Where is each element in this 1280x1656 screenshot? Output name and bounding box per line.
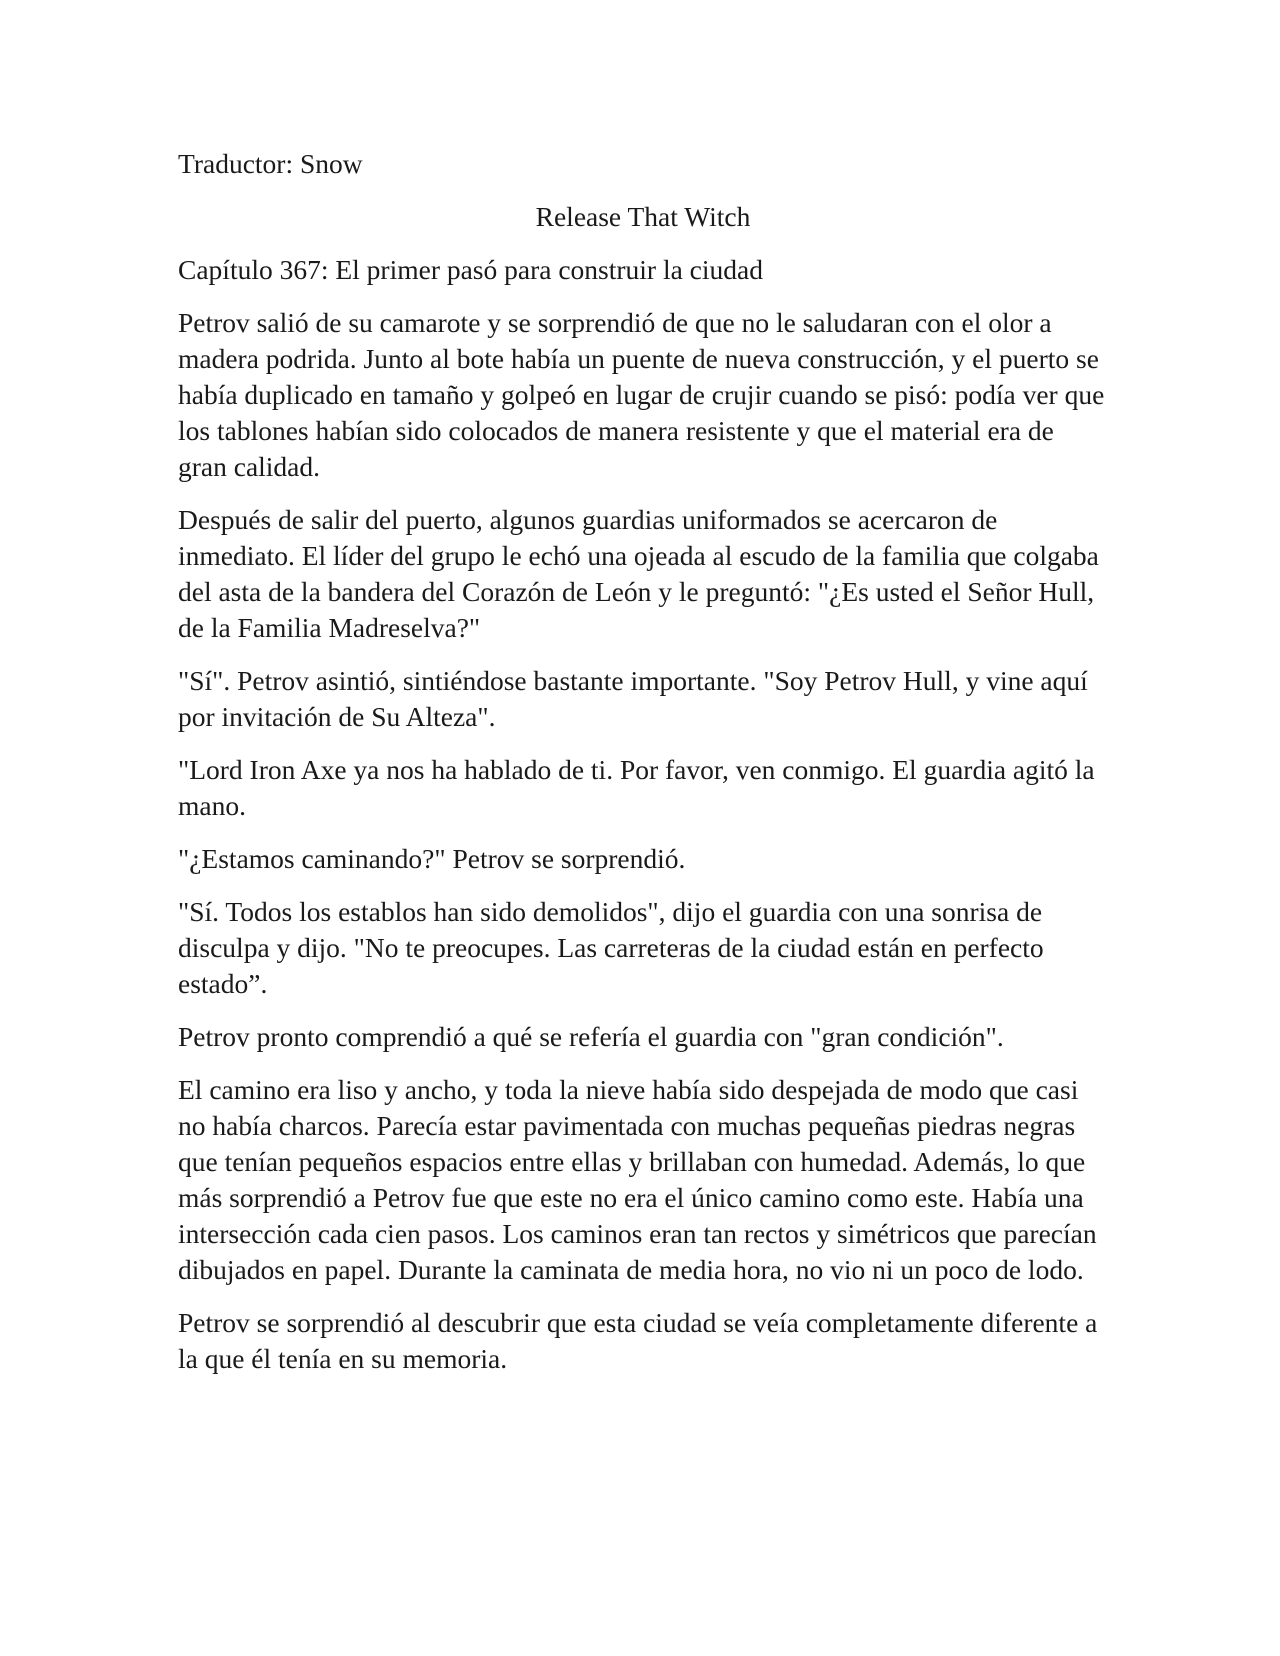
paragraph: Petrov pronto comprendió a qué se refería el guardia con "gran condición". [178,1021,1004,1052]
paragraph: "¿Estamos caminando?" Petrov se sorprendió. [178,843,686,874]
paragraph: Después de salir del puerto, algunos guardias uniformados se acercaron de inmediato. El líder del grupo le echó una ojeada al escudo de la familia que colgaba del asta de la bandera del Corazón de León y le preguntó: "¿Es usted el Señor Hull, de la Familia Madreselva?" [178,504,1099,643]
paragraph: "Sí. Todos los establos han sido demolidos", dijo el guardia con una sonrisa de disculpa y dijo. "No te preocupes. Las carreteras de la ciudad están en perfecto estado”. [178,896,1044,999]
paragraph: Petrov se sorprendió al descubrir que esta ciudad se veía completamente diferente a la que él tenía en su memoria. [178,1307,1098,1374]
paragraph: "Sí". Petrov asintió, sintiéndose bastante importante. "Soy Petrov Hull, y vine aquí por invitación de Su Alteza". [178,665,1088,732]
translator-credit: Traductor: Snow [178,148,363,179]
paragraph: El camino era liso y ancho, y toda la nieve había sido despejada de modo que casi no había charcos. Parecía estar pavimentada con muchas pequeñas piedras negras que tenían pequeños espacios entre ellas y brillaban con humedad. Además, lo que más sorprendió a Petrov fue que este no era el único camino como este. Había una intersección cada cien pasos. Los caminos eran tan rectos y simétricos que parecían dibujados en papel. Durante la caminata de media hora, no vio ni un poco de lodo. [178,1074,1097,1285]
document-page [178,146,1108,1394]
paragraph: "Lord Iron Axe ya nos ha hablado de ti. Por favor, ven conmigo. El guardia agitó la mano. [178,754,1095,821]
chapter-heading: Capítulo 367: El primer pasó para construir la ciudad [178,254,763,285]
paragraph: Petrov salió de su camarote y se sorprendió de que no le saludaran con el olor a madera podrida. Junto al bote había un puente de nueva construcción, y el puerto se había duplicado en tamaño y golpeó en lugar de crujir cuando se pisó: podía ver que los tablones habían sido colocados de manera resistente y que el material era de gran calidad. [178,307,1105,482]
book-title: Release That Witch [535,201,751,232]
